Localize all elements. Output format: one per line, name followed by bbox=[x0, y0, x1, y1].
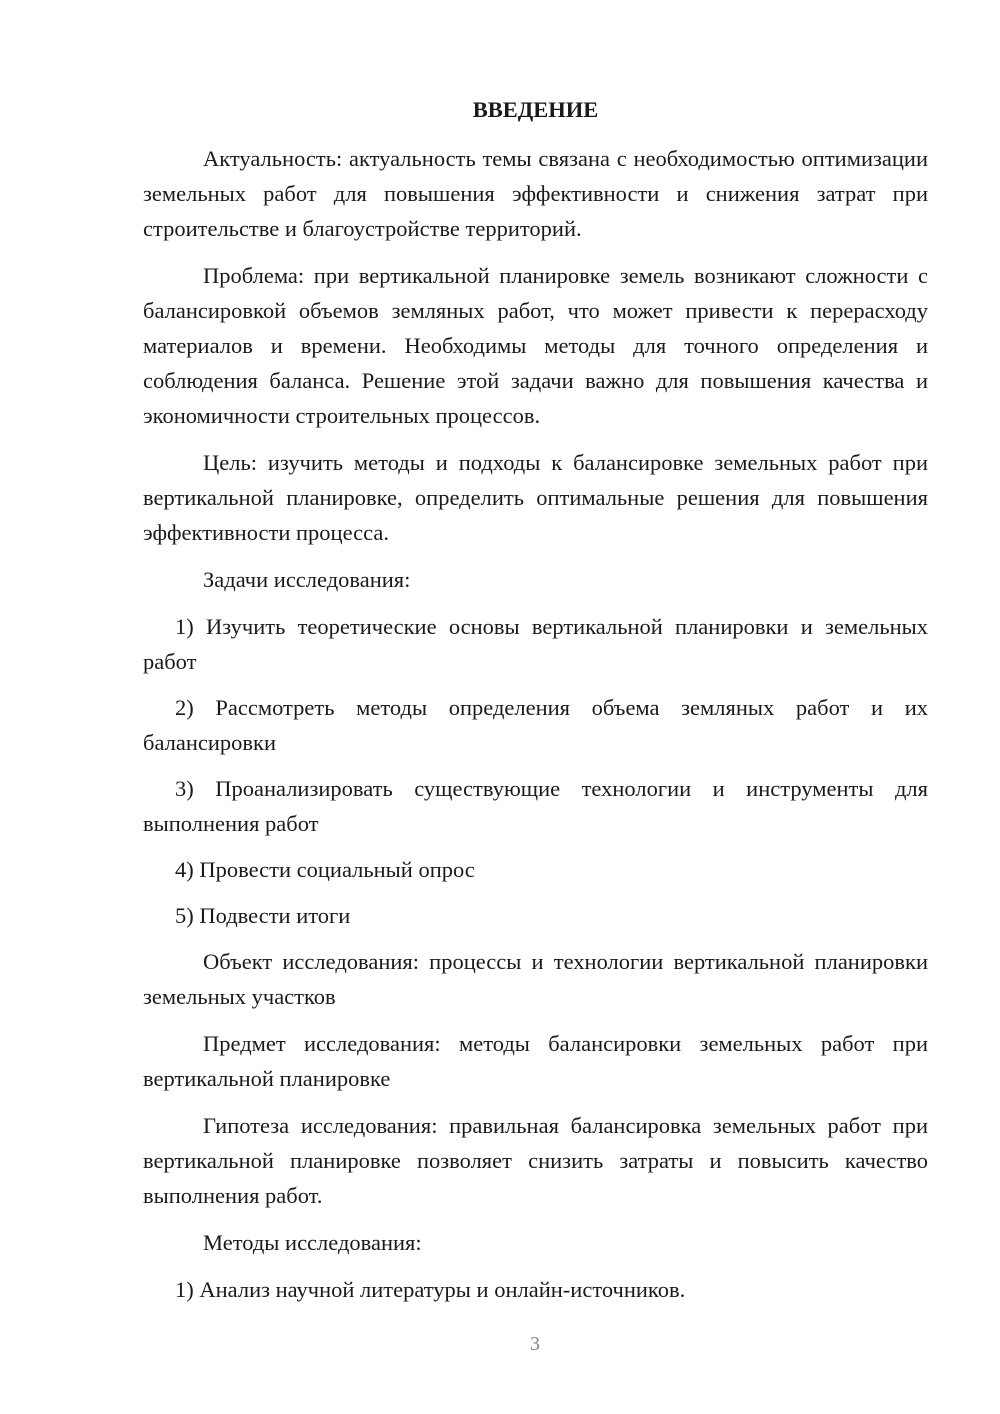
subject-paragraph: Предмет исследования: методы балансировки земельных работ при вертикальной планировке bbox=[143, 1031, 928, 1091]
tasks-heading: Задачи исследования: bbox=[203, 567, 411, 592]
relevance-paragraph: Актуальность: актуальность темы связана с необходимостью оптимизации земельных работ для повышения эффективности и снижения затрат при строительстве и благоустройстве территорий. bbox=[143, 146, 928, 241]
document-page bbox=[143, 92, 928, 1318]
method-item: 1) Анализ научной литературы и онлайн-источников. bbox=[175, 1277, 686, 1302]
section-title: ВВЕДЕНИЕ bbox=[472, 97, 599, 122]
hypothesis-paragraph: Гипотеза исследования: правильная балансировка земельных работ при вертикальной планировке позволяет снизить затраты и повысить качество выполнения работ. bbox=[143, 1113, 928, 1208]
page-number: 3 bbox=[530, 1333, 540, 1355]
problem-paragraph: Проблема: при вертикальной планировке земель возникают сложности с балансировкой объемов земляных работ, что может привести к перерасходу материалов и времени. Необходимы методы для точного определения и соблюдения баланса. Решение этой задачи важно для повышения качества и экономичности строительных процессов. bbox=[143, 263, 928, 428]
goal-paragraph: Цель: изучить методы и подходы к балансировке земельных работ при вертикальной планировке, определить оптимальные решения для повышения эффективности процесса. bbox=[143, 450, 928, 545]
object-paragraph: Объект исследования: процессы и технологии вертикальной планировки земельных участков bbox=[143, 949, 928, 1009]
task-item: 4) Провести социальный опрос bbox=[175, 857, 475, 882]
task-item: 1) Изучить теоретические основы вертикальной планировки и земельных работ bbox=[143, 614, 928, 674]
task-item: 2) Рассмотреть методы определения объема земляных работ и их балансировки bbox=[143, 695, 928, 755]
task-item: 3) Проанализировать существующие технологии и инструменты для выполнения работ bbox=[143, 776, 928, 836]
task-item: 5) Подвести итоги bbox=[175, 903, 351, 928]
methods-heading: Методы исследования: bbox=[203, 1230, 422, 1255]
